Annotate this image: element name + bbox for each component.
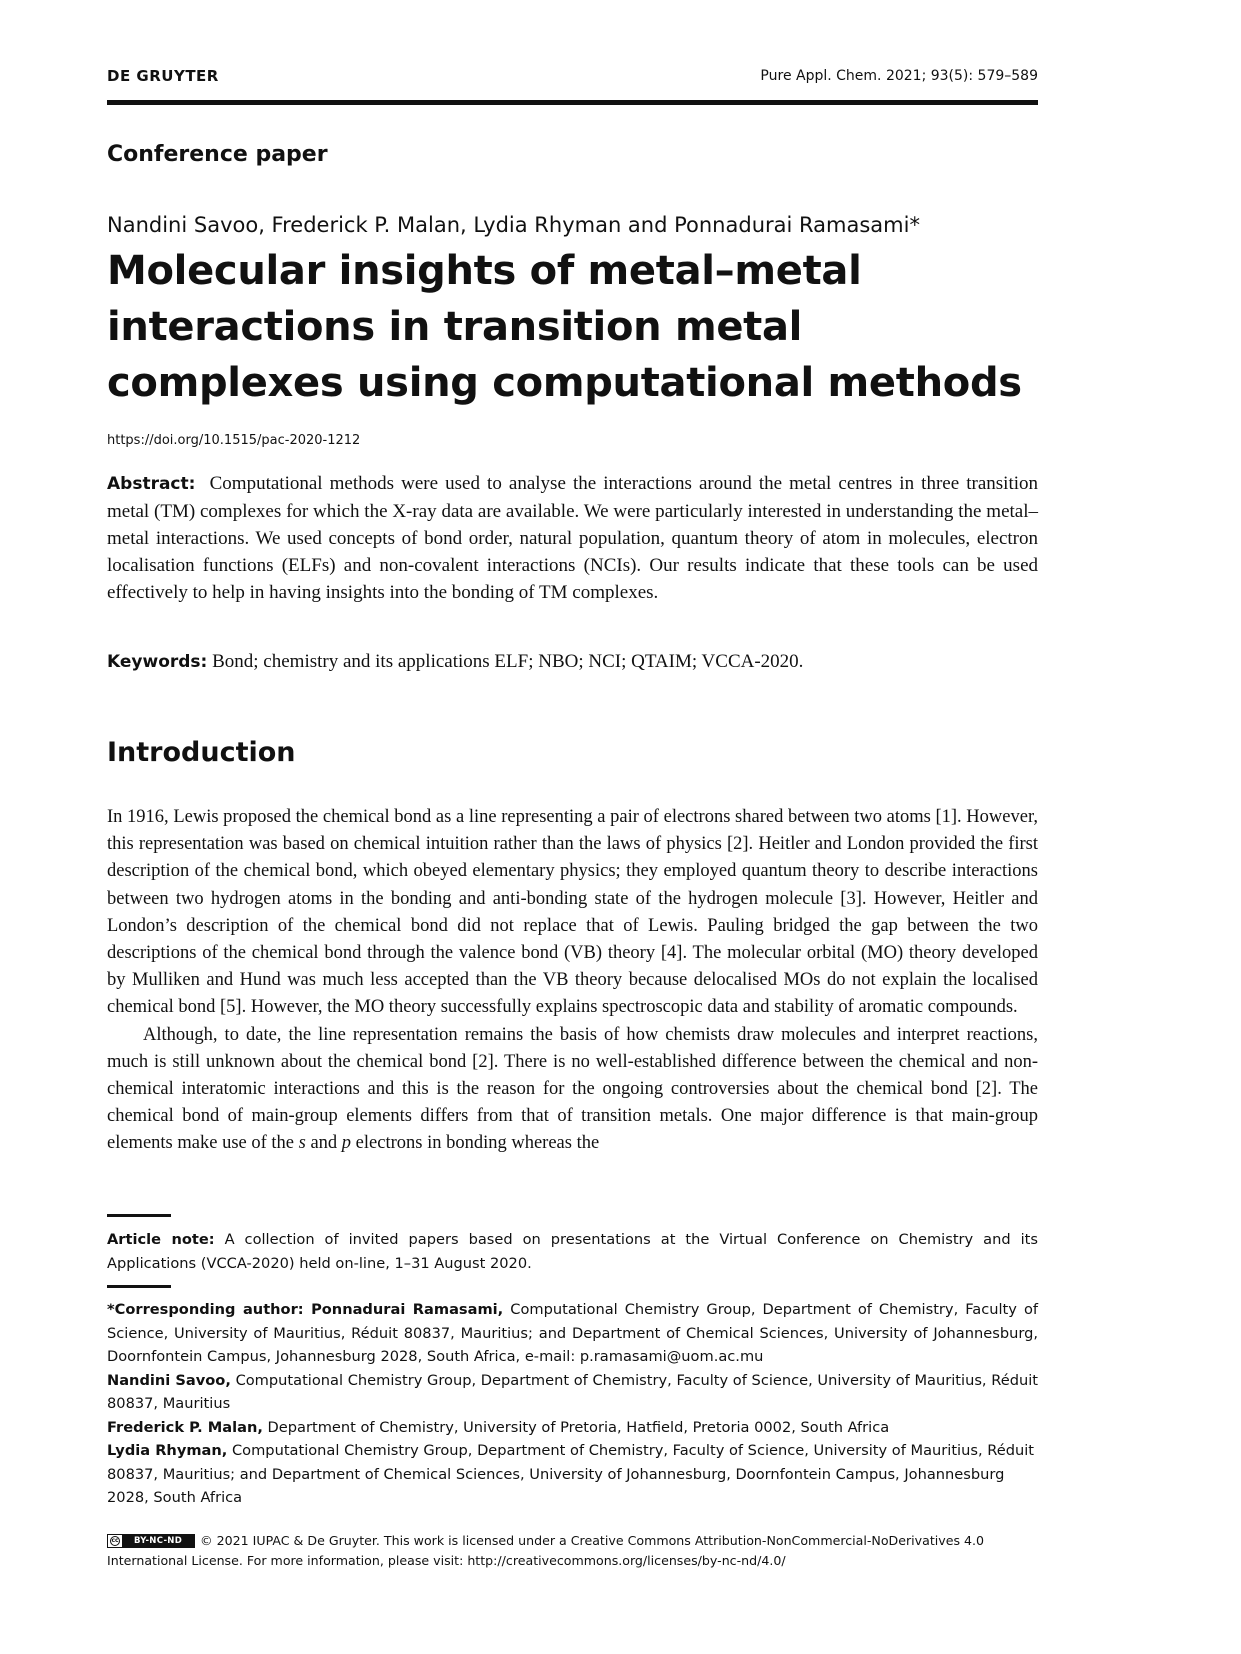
abstract-text: Computational methods were used to analyse the interactions around the metal centres in three transition metal (TM) complexes for which the X-ray data are available. We were particularly interested in understanding the metal–metal interactions. We used concepts of bond order, natural population, quantum theory of atom in molecules, electron localisation functions (ELFs) and non-covalent interactions (NCIs). Our results indicate that these tools can be used effectively to help in having insights into the bonding of TM complexes. (107, 473, 1039, 603)
license-text: © 2021 IUPAC & De Gruyter. This work is licensed under a Creative Commons Attribution-NonCommercial-NoDerivatives 4.0 International License. For more information, please visit: http://creativecommons.org/licenses/by-nc-nd/4.0/ (107, 1533, 985, 1568)
affiliation-rhyman (107, 1439, 1038, 1510)
section-label: Conference paper (107, 142, 328, 167)
intro-paragraph-2 (107, 1022, 1038, 1158)
author-affiliations (107, 1298, 1038, 1510)
article-note (107, 1228, 1038, 1275)
corresponding-author (107, 1298, 1038, 1369)
affiliation-malan (107, 1416, 1038, 1440)
intro-paragraph-2-end: electrons in bonding whereas the (351, 1133, 600, 1154)
intro-paragraph-1: In 1916, Lewis proposed the chemical bond as a line representing a pair of electrons shared between two atoms [1]. However, this representation was based on chemical intuition rather than the laws of physics [2]. Heitler and London provided the first description of the chemical bond, which obeyed elementary physics; they employed quantum theory to describe interactions between two hydrogen atoms in the bonding and anti-bonding state of the hydrogen molecule [3]. However, Heitler and London’s description of the chemical bond did not replace that of Lewis. Pauling bridged the gap between the two descriptions of the chemical bond through the valence bond (VB) theory [4]. The molecular orbital (MO) theory developed by Mulliken and Hund was much less accepted than the VB theory because delocalised MOs do not explain the localised chemical bond [5]. However, the MO theory successfully explains spectroscopic data and stability of aromatic compounds. (107, 807, 1038, 1018)
paper-title: Molecular insights of metal–metal interactions in transition metal complexes using computational methods (107, 248, 1022, 406)
article-note-label: Article note: (107, 1231, 215, 1248)
affiliation-savoo (107, 1369, 1038, 1416)
s-orbital-symbol: s (298, 1133, 306, 1154)
affiliation-rhyman-label: Lydia Rhyman, (107, 1442, 228, 1459)
publisher-name: DE GRUYTER (107, 67, 219, 85)
author-list: Nandini Savoo, Frederick P. Malan, Lydia Rhyman and Ponnadurai Ramasami* (107, 213, 920, 237)
affiliation-malan-label: Frederick P. Malan, (107, 1418, 263, 1436)
abstract (107, 470, 1038, 606)
corresponding-author-label: *Corresponding author: Ponnadurai Ramasami, (107, 1301, 504, 1318)
affiliation-malan-text: Department of Chemistry, University of Pretoria, Hatfield, Pretoria 0002, South Africa (267, 1418, 890, 1436)
keywords-text: Bond; chemistry and its applications ELF; NBO; NCI; QTAIM; VCCA-2020. (212, 651, 804, 672)
introduction-heading: Introduction (107, 737, 296, 768)
header-rule (107, 100, 1038, 105)
affiliation-savoo-text: Computational Chemistry Group, Department of Chemistry, Faculty of Science, University of Mauritius, Réduit 80837, Mauritius (107, 1371, 1038, 1412)
cc-badge-label: BY-NC-ND (122, 1535, 194, 1547)
article-note-text: A collection of invited papers based on presentations at the Virtual Conference on Chemistry and its Applications (VCCA-2020) held on-line, 1–31 August 2020. (107, 1231, 1039, 1272)
cc-symbol: cc (111, 1537, 119, 1544)
keywords (107, 648, 1038, 676)
affiliation-rhyman-text: Computational Chemistry Group, Department of Chemistry, Faculty of Science, University of Mauritius, Réduit 80837, Mauritius; and Department of Chemical Sciences, University of Johannesburg, Doornfontein Campus, Johannesburg 2028, South Africa (107, 1442, 1034, 1506)
p-orbital-symbol: p (341, 1133, 352, 1154)
intro-paragraph-2-text: Although, to date, the line representation remains the basis of how chemists draw molecules and interpret reactions, much is still unknown about the chemical bond [2]. There is no well-established difference between the chemical and non-chemical interatomic interactions and this is the reason for the ongoing controversies about the chemical bond [2]. The chemical bond of main-group elements differs from that of transition metals. One major difference is that main-group elements make use of the (107, 1024, 1038, 1154)
license-notice (107, 1531, 1038, 1571)
journal-citation: Pure Appl. Chem. 2021; 93(5): 579–589 (760, 68, 1038, 84)
footnote-rule (107, 1214, 171, 1217)
intro-paragraph-2-and: and (305, 1133, 342, 1154)
keywords-label: Keywords: (107, 652, 208, 672)
footnote-rule (107, 1285, 171, 1288)
cc-license-icon[interactable] (107, 1534, 195, 1548)
abstract-label: Abstract: (107, 474, 196, 494)
doi-link[interactable]: https://doi.org/10.1515/pac-2020-1212 (107, 433, 361, 448)
introduction-body (107, 804, 1038, 1158)
corresponding-author-text: Computational Chemistry Group, Department of Chemistry, Faculty of Science, University of Mauritius, Réduit 80837, Mauritius; and Department of Chemical Sciences, University of Johannesburg, Doornfontein Campus, Johannesburg 2028, South Africa, e-mail: p.ramasami@uom.ac.mu (107, 1301, 1039, 1365)
affiliation-savoo-label: Nandini Savoo, (107, 1371, 231, 1389)
